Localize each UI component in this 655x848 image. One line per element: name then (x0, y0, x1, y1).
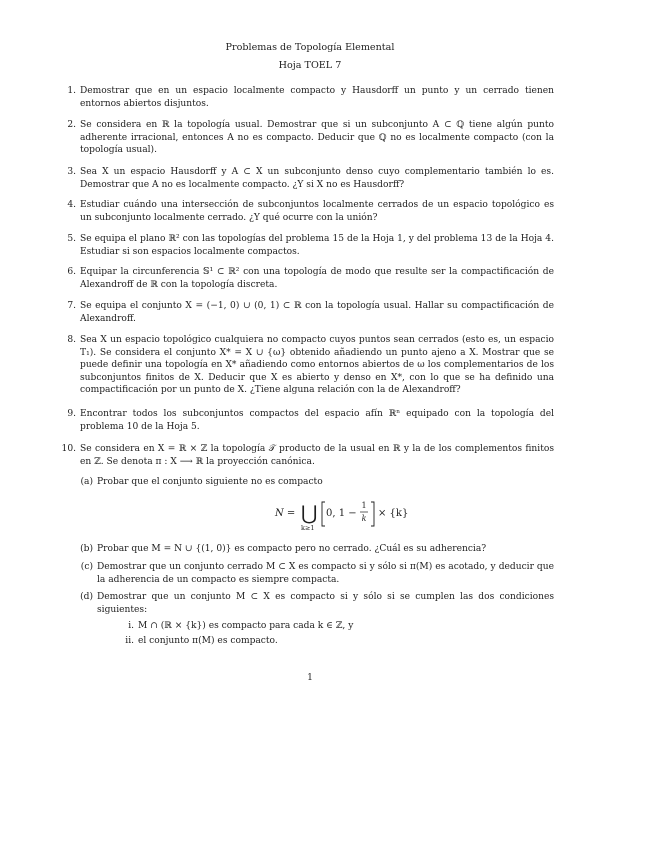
problem-text: Estudiar cuándo una intersección de subconjuntos localmente cerrados de un espacio topológico es un subconjunto localmente cerrado. ¿Y qué ocurre con la unión? (80, 200, 554, 223)
problem-text: Se considera en ℝ la topología usual. Demostrar que si un subconjunto A ⊂ ℚ tiene algún punto adherente irracional, entonces A no es compacto. Deducir que ℚ no es localmente compacto (con la topología usual). (80, 120, 554, 156)
subproblem-item (80, 561, 554, 586)
problem-item (67, 300, 554, 325)
problem-number: 4. (67, 200, 76, 210)
subsubproblem-label: i. (128, 621, 134, 631)
problem-text: Encontrar todos los subconjuntos compactos del espacio afín ℝⁿ equipado con la topología del problema 10 de la Hoja 5. (80, 409, 554, 432)
formula-fraction-numerator: 1 (361, 501, 367, 510)
problem-item (67, 199, 554, 224)
problem-item (67, 85, 554, 110)
subsubproblem-item (128, 620, 548, 633)
display-formula (0, 496, 655, 532)
problem-item (67, 233, 554, 258)
subproblem-text: Demostrar que un conjunto M ⊂ X es compacto si y sólo si se cumplen las dos condiciones siguientes: (97, 592, 554, 615)
right-bracket (371, 502, 374, 526)
document-title: Problemas de Topología Elemental (225, 42, 395, 53)
problem-number: 9. (67, 409, 76, 419)
subsubproblem-label: ii. (125, 636, 134, 646)
page-number: 1 (307, 673, 313, 683)
subproblem-text: Probar que M = N ∪ {(1, 0)} es compacto pero no cerrado. ¿Cuál es su adherencia? (97, 544, 487, 554)
left-bracket (322, 502, 325, 526)
document-subtitle: Hoja TOEL 7 (278, 60, 342, 71)
problem-item (67, 266, 554, 291)
problem-number: 10. (61, 444, 76, 454)
subsubproblem-item (125, 635, 548, 648)
problem-text: Se equipa el conjunto X = (−1, 0) ∪ (0, 1) ⊂ ℝ con la topología usual. Hallar su compactificación de Alexandroff. (80, 301, 554, 324)
subproblem-item (80, 543, 554, 556)
formula-svg (265, 496, 409, 532)
subsubproblem-text: M ∩ (ℝ × {k}) es compacto para cada k ∈ ℤ, y (138, 621, 354, 631)
problem-number: 7. (67, 301, 76, 311)
formula-fraction-denominator: k (361, 514, 367, 523)
problem-number: 2. (67, 120, 76, 130)
subproblem-label: (d) (80, 592, 93, 602)
problem-text: Sea X un espacio topológico cualquiera no compacto cuyos puntos sean cerrados (esto es, un espacio T₁). Se considera el conjunto X* = X ∪ {ω} obtenido añadiendo un punto ajeno a X. Mostrar que se puede definir una topología en X* añadiendo como entornos abiertos de ω los complementarios de los subconjuntos finitos de X. Deducir que X es abierto y denso en X*, con lo que se ha definido una compactificación por un punto de X. ¿Tiene alguna relación con la de Alexandroff? (80, 335, 554, 396)
subproblem-label: (a) (80, 477, 93, 487)
formula-tail: × {k} (378, 508, 409, 519)
problem-number: 5. (67, 234, 76, 244)
formula-interval-start: 0, 1 − (326, 508, 357, 519)
problem-text: Se equipa el plano ℝ² con las topologías del problema 15 de la Hoja 1, y del problema 13 de la Hoja 4. Estudiar si son espacios localmente compactos. (80, 234, 554, 257)
subproblem-label: (b) (80, 544, 93, 554)
subproblem-text: Probar que el conjunto siguiente no es compacto (97, 477, 323, 487)
subproblem-item (80, 476, 554, 489)
problem-item (67, 166, 554, 191)
problem-number: 3. (67, 167, 76, 177)
problem-text: Equipar la circunferencia 𝕊¹ ⊂ ℝ² con una topología de modo que resulte ser la compactificación de Alexandroff de ℝ con la topología discreta. (80, 267, 554, 290)
problem-item (67, 334, 554, 397)
problem-item (67, 408, 554, 433)
formula-union-symbol: ⋃ (301, 501, 318, 525)
formula-union-index: k≥1 (301, 524, 315, 532)
subsubproblem-text: el conjunto π(M) es compacto. (138, 636, 278, 646)
subproblem-label: (c) (80, 562, 93, 572)
problem-item (67, 119, 554, 157)
problem-number: 1. (67, 86, 76, 96)
problem-number: 8. (67, 335, 76, 345)
problem-item (61, 443, 554, 468)
problem-text: Demostrar que en un espacio localmente compacto y Hausdorff un punto y un cerrado tienen entornos abiertos disjuntos. (80, 86, 554, 109)
formula-lhs: N = (275, 508, 296, 519)
problem-text: Se considera en X = ℝ × ℤ la topología 𝒯 producto de la usual en ℝ y la de los complementos finitos en ℤ. Se denota π : X ⟶ ℝ la proyección canónica. (80, 444, 554, 467)
subproblem-text: Demostrar que un conjunto cerrado M ⊂ X es compacto si y sólo si π(M) es acotado, y deducir que la adherencia de un compacto es siempre compacta. (97, 562, 554, 585)
problem-number: 6. (67, 267, 76, 277)
subproblem-item (80, 591, 554, 616)
problem-text: Sea X un espacio Hausdorff y A ⊂ X un subconjunto denso cuyo complementario también lo es. Demostrar que A no es localmente compacto. ¿Y si X no es Hausdorff? (80, 167, 554, 190)
